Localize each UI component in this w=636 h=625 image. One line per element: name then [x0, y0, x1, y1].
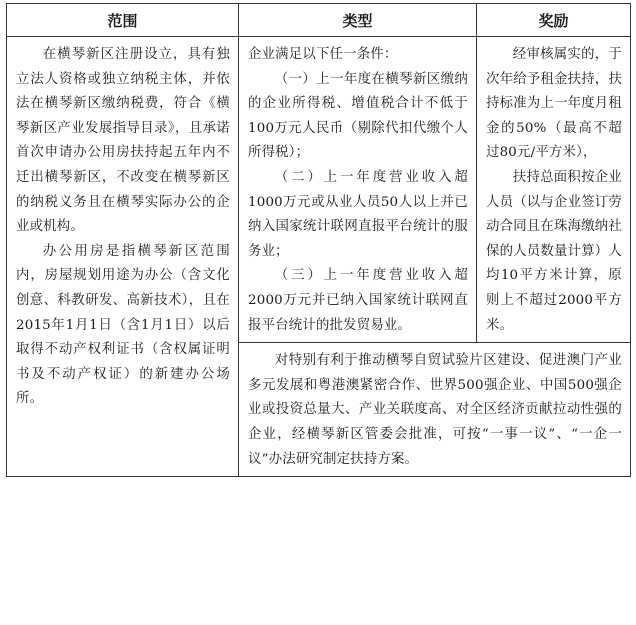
scope-paragraph-1: 在横琴新区注册设立，具有独立法人资格或独立纳税主体，并依法在横琴新区缴纳税费，符合《横琴新区产业发展指导目录》，且承诺首次申请办公用房扶持起五年内不迁出横琴新区，不改变在横琴新区的纳税义务且在横琴实际办公的企业或机构。 — [16, 47, 230, 235]
special-provision: 对特别有利于推动横琴自贸试验片区建设、促进澳门产业多元发展和粤港澳紧密合作、世界500强企业、中国500强企业或投资总量大、产业关联度高、对全区经济贡献拉动性强的企业，经横琴新区管委会批准，可按“一事一议”、“一企一议”办法研究制定扶持方案。 — [248, 353, 622, 467]
type-cell — [239, 37, 477, 343]
table-row-main — [7, 37, 631, 343]
type-intro: 企业满足以下任一条件： — [248, 47, 398, 62]
type-condition-2: （二）上一年度营业收入超1000万元或从业人员50人以上并已纳入国家统计联网直报平台统计的服务业； — [248, 169, 468, 259]
reward-paragraph-1: 经审核属实的，于次年给予租金扶持，扶持标准为上一年度月租金的50%（最高不超过80元/平方米）， — [486, 47, 622, 161]
scope-cell — [7, 37, 239, 477]
special-cell — [239, 343, 631, 477]
type-condition-1: （一）上一年度在横琴新区缴纳的企业所得税、增值税合计不低于100万元人民币（剔除代扣代缴个人所得税）； — [248, 71, 468, 161]
header-type: 类型 — [239, 4, 477, 37]
header-scope: 范围 — [7, 4, 239, 37]
scope-paragraph-2: 办公用房是指横琴新区范围内，房屋规划用途为办公（含文化创意、科教研发、高新技术），且在2015年1月1日（含1月1日）以后取得不动产权利证书（含权属证明书及不动产权证）的新建办公场所。 — [16, 243, 230, 407]
type-condition-3: （三）上一年度营业收入超2000万元并已纳入国家统计联网直报平台统计的批发贸易业。 — [248, 268, 468, 333]
reward-cell — [477, 37, 631, 343]
header-reward: 奖励 — [477, 4, 631, 37]
table-header-row — [7, 4, 631, 37]
reward-paragraph-2: 扶持总面积按企业人员（以与企业签订劳动合同且在珠海缴纳社保的人员数量计算）人均10平方米计算，原则上不超过2000平方米。 — [486, 169, 622, 333]
policy-table — [6, 3, 631, 477]
